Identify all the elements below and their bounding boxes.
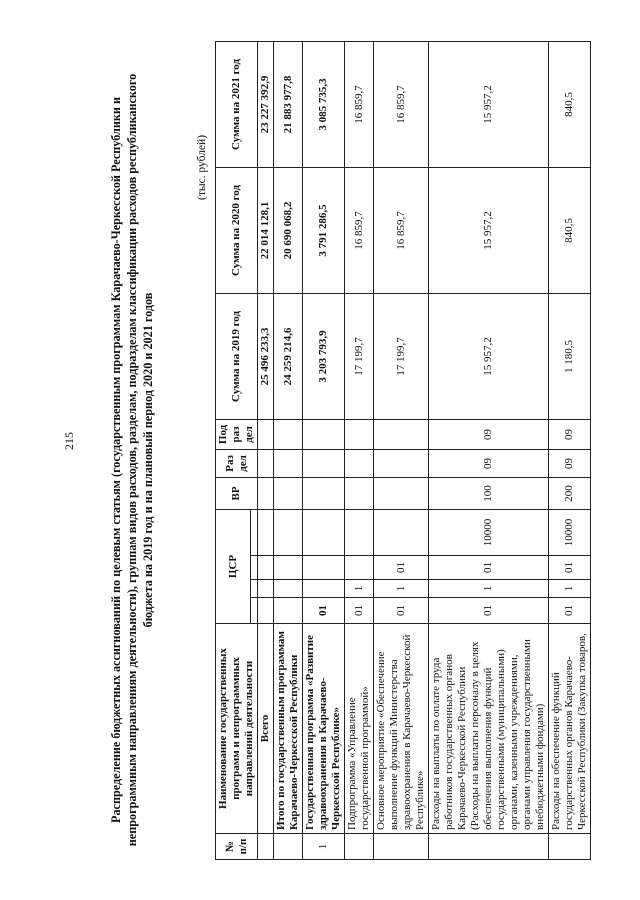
table-row (258, 41, 274, 859)
row-sum-2020: 3 791 286,5 (303, 167, 345, 293)
row-sum-2019: 15 957,2 (429, 293, 549, 419)
row-csr-program: 01 (345, 598, 374, 624)
row-name: Расходы на обеспечение функций государственных органов Карачаево-Черкесской Республики (Закупка товаров, (549, 624, 591, 834)
table-row (549, 41, 591, 859)
row-sum-2021: 15 957,2 (429, 41, 549, 167)
row-csr-program (274, 598, 303, 624)
header-csr-sub (251, 598, 258, 624)
row-razdel: 09 (429, 449, 549, 477)
row-name: Основное мероприятие «Обеспечение выполнение функций Министерства здравоохранения в Карачаево-Черкесской Республике» (374, 624, 429, 834)
row-csr-direction: 10000 (429, 509, 549, 555)
row-podrazdel (274, 419, 303, 449)
header-podrazdel: Под раз дел (216, 419, 258, 449)
table-header-row (216, 41, 251, 859)
row-razdel (345, 449, 374, 477)
row-sum-2019: 17 199,7 (345, 293, 374, 419)
row-vr (374, 477, 429, 509)
row-num: 1 (303, 834, 345, 860)
row-num (374, 834, 429, 860)
row-csr-event: 01 (374, 556, 429, 580)
row-csr-program: 01 (429, 598, 549, 624)
row-num (429, 834, 549, 860)
row-num (258, 834, 274, 860)
row-sum-2021: 16 859,7 (374, 41, 429, 167)
header-sum-2019: Сумма на 2019 год (216, 293, 258, 419)
row-sum-2019: 24 259 214,6 (274, 293, 303, 419)
row-podrazdel: 09 (429, 419, 549, 449)
row-sum-2020: 15 957,2 (429, 167, 549, 293)
table-row (345, 41, 374, 859)
row-csr-event (258, 556, 274, 580)
row-csr-subprogram: 1 (429, 580, 549, 598)
row-csr-subprogram: 1 (374, 580, 429, 598)
row-razdel (274, 449, 303, 477)
row-csr-program: 01 (303, 598, 345, 624)
header-name: Наименование государственных программ и непрограммных направлений деятельности (216, 624, 258, 834)
row-csr-subprogram (258, 580, 274, 598)
row-sum-2021: 16 859,7 (345, 41, 374, 167)
header-csr-sub (251, 509, 258, 555)
row-sum-2021: 23 227 392,9 (258, 41, 274, 167)
row-num (274, 834, 303, 860)
row-name: Государственная программа «Развитие здравоохранения в Карачаево-Черкесской Республике» (303, 624, 345, 834)
budget-table-container (215, 42, 610, 860)
row-razdel (303, 449, 345, 477)
page-number: 215 (62, 432, 76, 450)
row-sum-2021: 840,5 (549, 41, 591, 167)
row-csr-event (274, 556, 303, 580)
row-sum-2021: 3 085 735,3 (303, 41, 345, 167)
budget-table (215, 41, 591, 860)
row-csr-direction (345, 509, 374, 555)
header-csr-sub (251, 556, 258, 580)
row-csr-event: 01 (549, 556, 591, 580)
row-sum-2020: 20 690 068,2 (274, 167, 303, 293)
row-vr: 200 (549, 477, 591, 509)
row-csr-direction (258, 509, 274, 555)
header-num: № п/п (216, 834, 258, 860)
header-vr: ВР (216, 477, 258, 509)
row-sum-2021: 21 883 977,8 (274, 41, 303, 167)
row-csr-direction: 10000 (549, 509, 591, 555)
row-sum-2020: 840,5 (549, 167, 591, 293)
row-csr-direction (274, 509, 303, 555)
row-sum-2019: 1 180,5 (549, 293, 591, 419)
row-csr-program: 01 (374, 598, 429, 624)
row-sum-2019: 17 199,7 (374, 293, 429, 419)
header-sum-2020: Сумма на 2020 год (216, 167, 258, 293)
row-csr-event (303, 556, 345, 580)
row-sum-2019: 3 203 793,9 (303, 293, 345, 419)
row-podrazdel: 09 (549, 419, 591, 449)
row-podrazdel (303, 419, 345, 449)
row-csr-event (345, 556, 374, 580)
row-num (345, 834, 374, 860)
row-csr-subprogram: 1 (345, 580, 374, 598)
row-vr: 100 (429, 477, 549, 509)
row-csr-direction (374, 509, 429, 555)
row-vr (274, 477, 303, 509)
header-csr: ЦСР (216, 509, 251, 623)
row-csr-program: 01 (549, 598, 591, 624)
row-csr-event: 01 (429, 556, 549, 580)
row-vr (258, 477, 274, 509)
document-title: Распределение бюджетных ассигнований по целевым статьям (государственным программам Карачаево-Черкесской Республики и непрограммным направлениям деятельности), группам видов расходов, разделам, подразделам классификации расходов республиканского бюджета на 2019 год и на плановый период 2020 и 2021 годов (109, 73, 155, 847)
row-name: Расходы на выплаты по оплате труда работников государственных органов Карачаево-Черкесской Республики (Расходы на выплаты персоналу в целях обеспечения выполнения функций государственными (муниципальными) органами, казенными учреждениями, органами управления государственными внебюджетными фондами) (429, 624, 549, 834)
table-row (303, 41, 345, 859)
row-razdel: 09 (549, 449, 591, 477)
row-sum-2020: 16 859,7 (345, 167, 374, 293)
row-podrazdel (374, 419, 429, 449)
row-podrazdel (258, 419, 274, 449)
row-num (549, 834, 591, 860)
row-razdel (374, 449, 429, 477)
header-razdel: Раз дел (216, 449, 258, 477)
row-sum-2019: 25 496 233,3 (258, 293, 274, 419)
row-sum-2020: 16 859,7 (374, 167, 429, 293)
unit-label: (тыс. рублей) (196, 134, 208, 200)
row-csr-subprogram (303, 580, 345, 598)
header-csr-sub (251, 580, 258, 598)
table-row (374, 41, 429, 859)
row-sum-2020: 22 014 128,1 (258, 167, 274, 293)
row-name: Всего (258, 624, 274, 834)
row-vr (345, 477, 374, 509)
row-csr-subprogram: 1 (549, 580, 591, 598)
row-name: Итого по государственным программам Карачаево-Черкесской Республики (274, 624, 303, 834)
header-sum-2021: Сумма на 2021 год (216, 41, 258, 167)
row-csr-program (258, 598, 274, 624)
table-row (274, 41, 303, 859)
row-razdel (258, 449, 274, 477)
row-csr-direction (303, 509, 345, 555)
row-vr (303, 477, 345, 509)
row-podrazdel (345, 419, 374, 449)
row-csr-subprogram (274, 580, 303, 598)
table-row (429, 41, 549, 859)
row-name: Подпрограмма «Управление государственной программой» (345, 624, 374, 834)
